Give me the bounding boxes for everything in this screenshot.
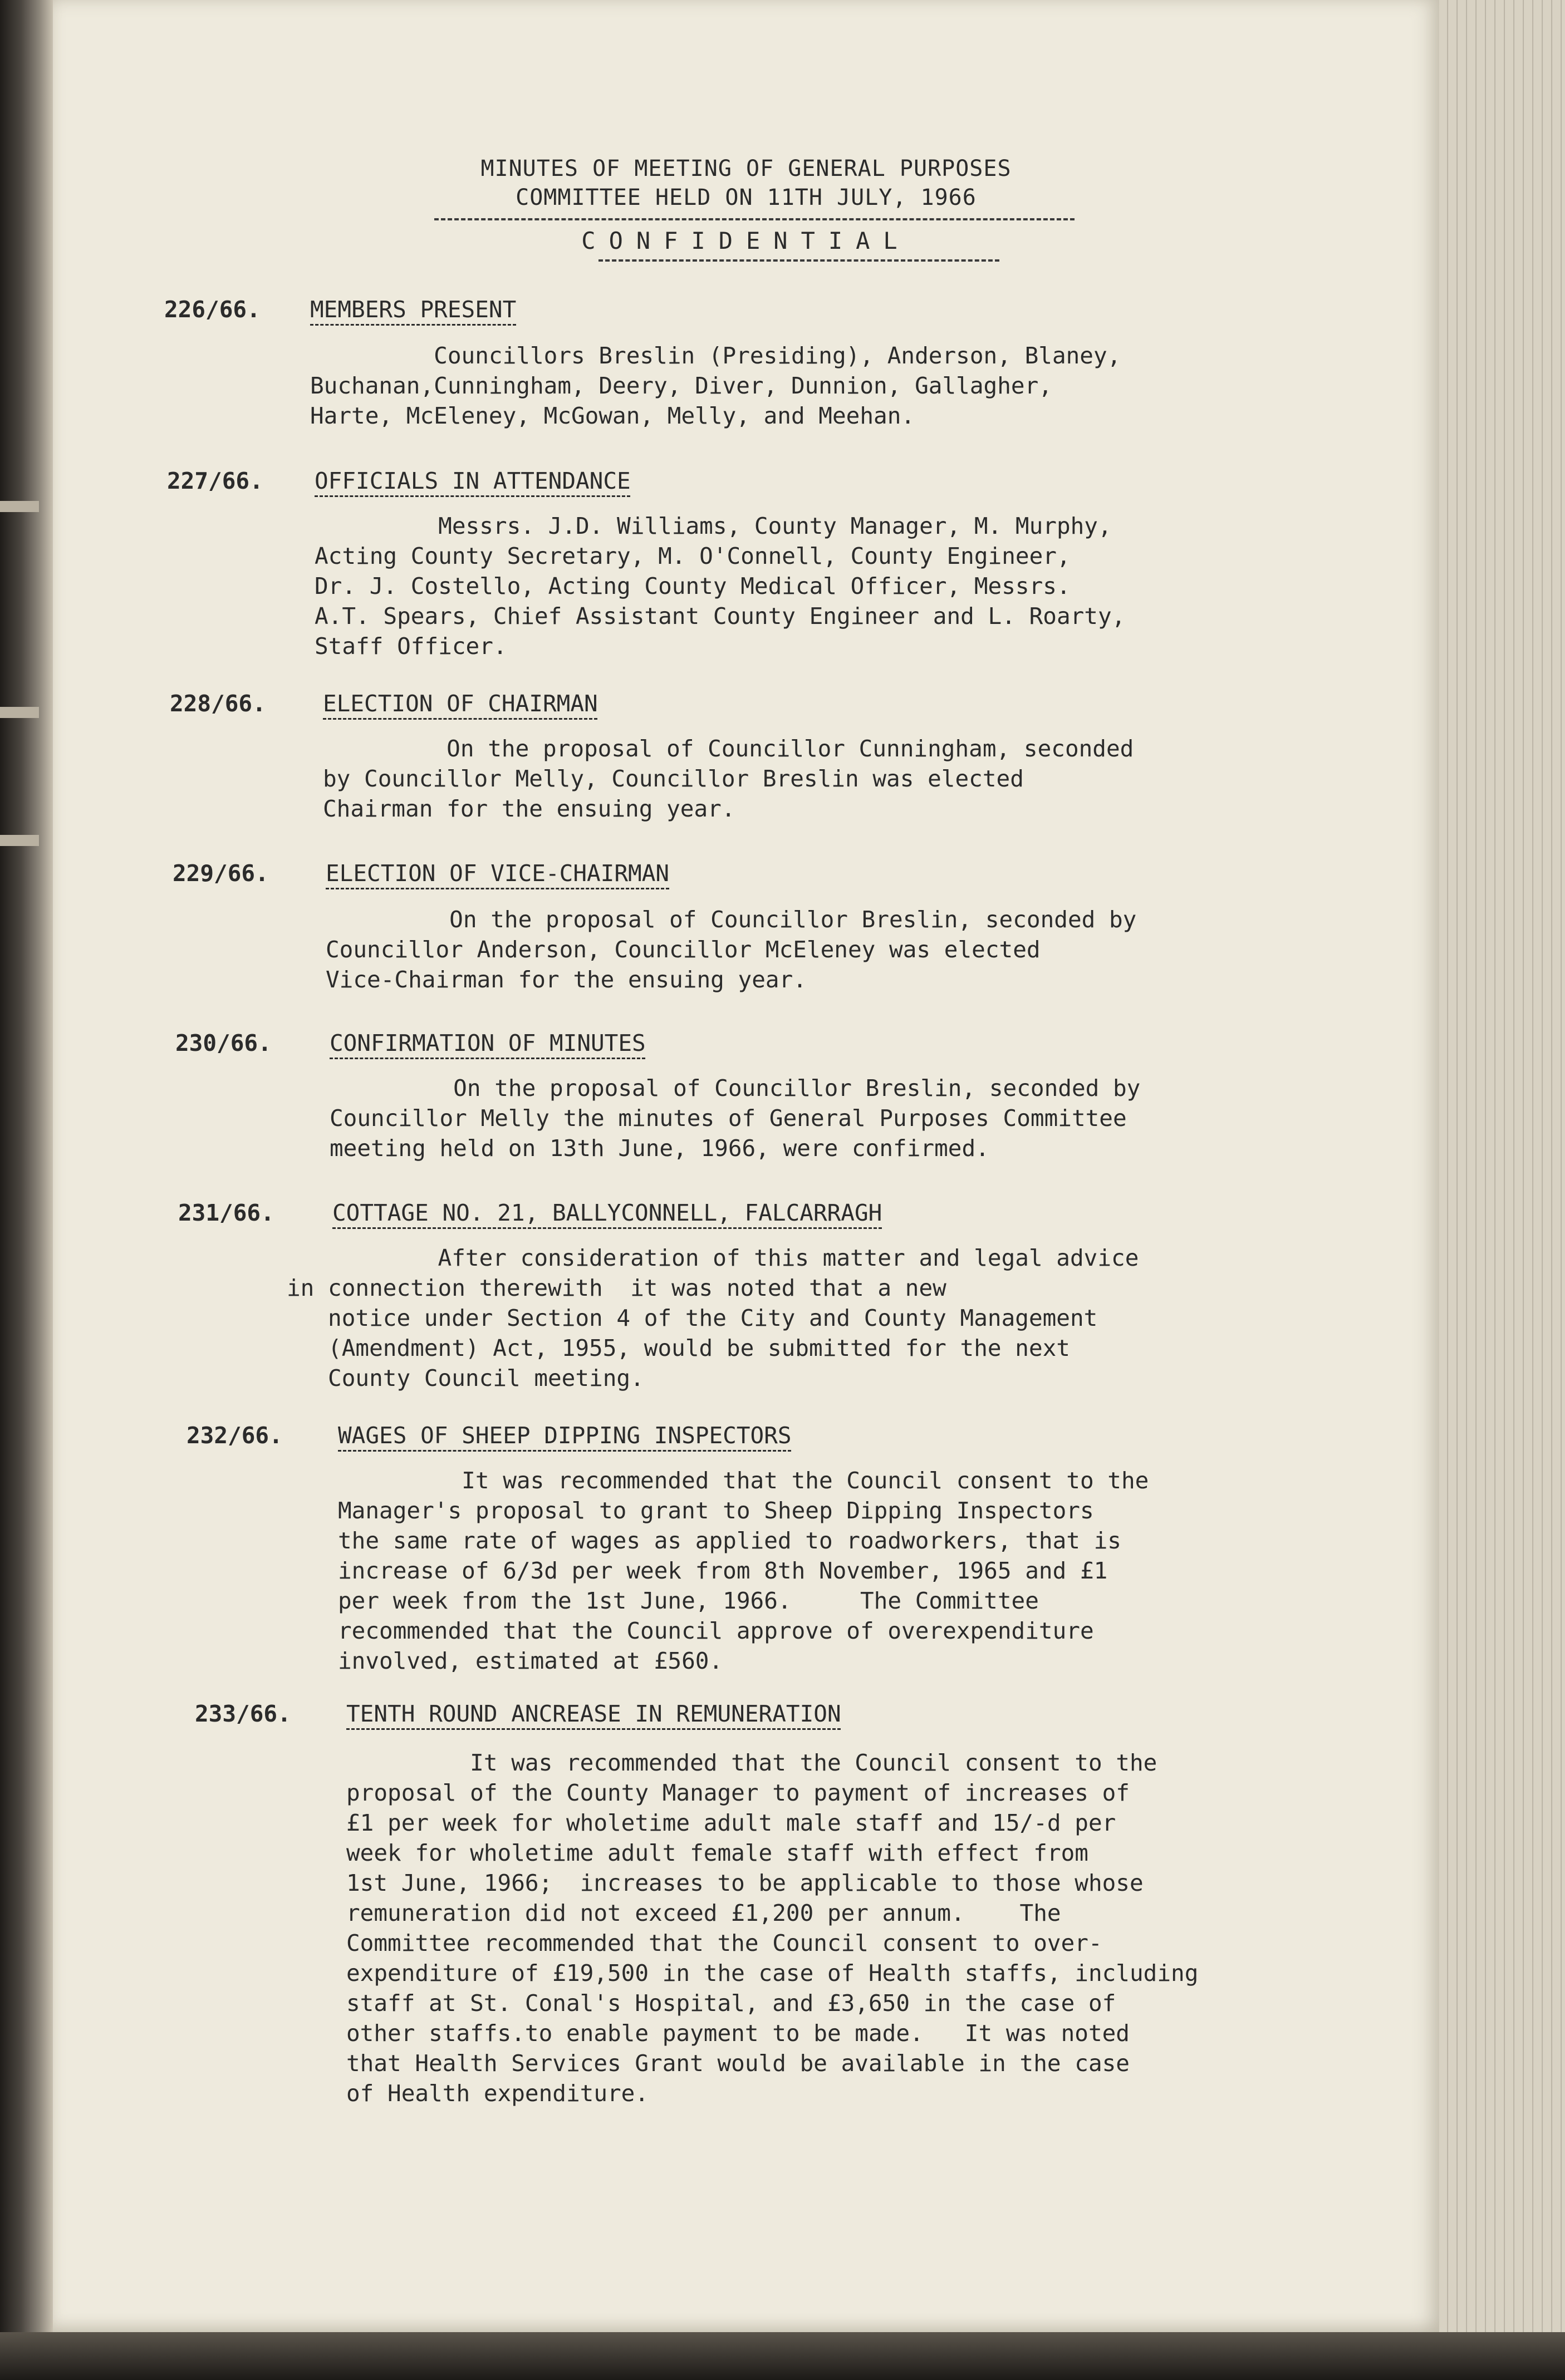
paragraph-line: 1st June, 1966; increases to be applicable to those whose — [346, 1870, 1144, 1896]
paragraph-line: proposal of the County Manager to payment of increases of — [346, 1779, 1130, 1806]
paragraph-line: the same rate of wages as applied to roadworkers, that is — [338, 1527, 1121, 1554]
paragraph-line: On the proposal of Councillor Cunningham, seconded — [323, 735, 1134, 762]
minute-heading: MEMBERS PRESENT — [310, 296, 517, 323]
page-bottom-shadow — [0, 2332, 1565, 2380]
paragraph-line: recommended that the Council approve of overexpenditure — [338, 1617, 1094, 1644]
minute-heading: CONFIRMATION OF MINUTES — [330, 1030, 646, 1056]
minute-paragraph — [338, 1466, 1149, 1676]
minute-number: 227/66. — [167, 468, 263, 494]
minute-number: 233/66. — [195, 1700, 291, 1727]
paragraph-line: County Council meeting. — [287, 1365, 644, 1391]
paragraph-line: Chairman for the ensuing year. — [323, 795, 735, 822]
paragraph-line: Committee recommended that the Council consent to over- — [346, 1930, 1102, 1956]
paragraph-line: (Amendment) Act, 1955, would be submitted for the next — [287, 1335, 1070, 1361]
minute-number: 231/66. — [178, 1199, 274, 1226]
paragraph-line: remuneration did not exceed £1,200 per annum. The — [346, 1900, 1061, 1926]
minute-paragraph — [287, 1243, 1139, 1393]
minute-number: 232/66. — [187, 1422, 283, 1449]
paragraph-line: expenditure of £19,500 in the case of Health staffs, including — [346, 1960, 1199, 1986]
title-underline — [434, 218, 1075, 220]
minute-number: 229/66. — [173, 860, 269, 887]
paragraph-line: staff at St. Conal's Hospital, and £3,650 in the case of — [346, 1990, 1116, 2017]
paragraph-line: increase of 6/3d per week from 8th November, 1965 and £1 — [338, 1557, 1108, 1584]
paragraph-line: Dr. J. Costello, Acting County Medical Officer, Messrs. — [315, 573, 1071, 599]
paragraph-line: per week from the 1st June, 1966. The Committee — [338, 1587, 1039, 1614]
minute-heading: TENTH ROUND ANCREASE IN REMUNERATION — [346, 1700, 841, 1727]
paragraph-line: It was recommended that the Council consent to the — [338, 1467, 1149, 1494]
paragraph-line: A.T. Spears, Chief Assistant County Engineer and L. Roarty, — [315, 603, 1126, 630]
confidential-underline — [598, 259, 999, 262]
paragraph-line: Staff Officer. — [315, 633, 507, 660]
binding-strip — [0, 707, 39, 718]
confidential-label: CONFIDENTIAL — [581, 227, 911, 254]
minute-paragraph — [315, 511, 1125, 661]
minute-heading: OFFICIALS IN ATTENDANCE — [315, 468, 631, 494]
paragraph-line: in connection therewith it was noted that a new — [287, 1275, 946, 1301]
paragraph-line: Messrs. J.D. Williams, County Manager, M. Murphy, — [315, 513, 1112, 539]
paragraph-line: Acting County Secretary, M. O'Connell, County Engineer, — [315, 543, 1071, 569]
minute-number: 226/66. — [164, 296, 261, 323]
paragraph-line: On the proposal of Councillor Breslin, seconded by — [330, 1075, 1141, 1102]
minute-number: 228/66. — [170, 690, 266, 717]
paragraph-line: week for wholetime adult female staff with effect from — [346, 1840, 1088, 1866]
paragraph-line: by Councillor Melly, Councillor Breslin was elected — [323, 765, 1024, 792]
binding-strip — [0, 835, 39, 846]
paragraph-line: Harte, McEleney, McGowan, Melly, and Meehan. — [310, 402, 915, 429]
book-binding — [0, 0, 53, 2380]
paragraph-line: other staffs.to enable payment to be made. It was noted — [346, 2020, 1130, 2047]
page-edges — [1439, 0, 1565, 2354]
minute-paragraph — [323, 734, 1134, 824]
paragraph-line: that Health Services Grant would be available in the case — [346, 2050, 1130, 2077]
paragraph-line: Buchanan,Cunningham, Deery, Diver, Dunnion, Gallagher, — [310, 372, 1052, 399]
paragraph-line: Vice-Chairman for the ensuing year. — [326, 966, 807, 993]
minute-paragraph — [330, 1073, 1140, 1163]
binding-strip — [0, 501, 39, 512]
paragraph-line: On the proposal of Councillor Breslin, seconded by — [326, 906, 1137, 933]
paragraph-line: It was recommended that the Council consent to the — [346, 1749, 1157, 1776]
paragraph-line: involved, estimated at £560. — [338, 1648, 723, 1674]
paragraph-line: Manager's proposal to grant to Sheep Dipping Inspectors — [338, 1497, 1094, 1524]
minute-number: 230/66. — [175, 1030, 272, 1056]
paragraph-line: Councillor Anderson, Councillor McEleney was elected — [326, 936, 1041, 963]
paragraph-line: £1 per week for wholetime adult male staff and 15/-d per — [346, 1809, 1116, 1836]
paragraph-line: notice under Section 4 of the City and County Management — [287, 1305, 1098, 1331]
minute-heading: WAGES OF SHEEP DIPPING INSPECTORS — [338, 1422, 792, 1449]
paragraph-line: meeting held on 13th June, 1966, were confirmed. — [330, 1135, 989, 1162]
minute-paragraph — [310, 341, 1121, 431]
paragraph-line: After consideration of this matter and legal advice — [287, 1245, 1139, 1271]
minute-heading: COTTAGE NO. 21, BALLYCONNELL, FALCARRAGH — [332, 1199, 882, 1226]
paragraph-line: Councillors Breslin (Presiding), Anderson, Blaney, — [310, 342, 1121, 369]
minute-heading: ELECTION OF CHAIRMAN — [323, 690, 598, 717]
minute-paragraph — [326, 904, 1136, 995]
document-title-line-2: COMMITTEE HELD ON 11TH JULY, 1966 — [516, 185, 977, 210]
paragraph-line: Councillor Melly the minutes of General Purposes Committee — [330, 1105, 1127, 1132]
minute-heading: ELECTION OF VICE-CHAIRMAN — [326, 860, 670, 887]
minutes-document — [53, 0, 1439, 2332]
document-title-line-1: MINUTES OF MEETING OF GENERAL PURPOSES — [480, 156, 1012, 181]
minute-paragraph — [346, 1748, 1198, 2108]
paragraph-line: of Health expenditure. — [346, 2080, 649, 2107]
